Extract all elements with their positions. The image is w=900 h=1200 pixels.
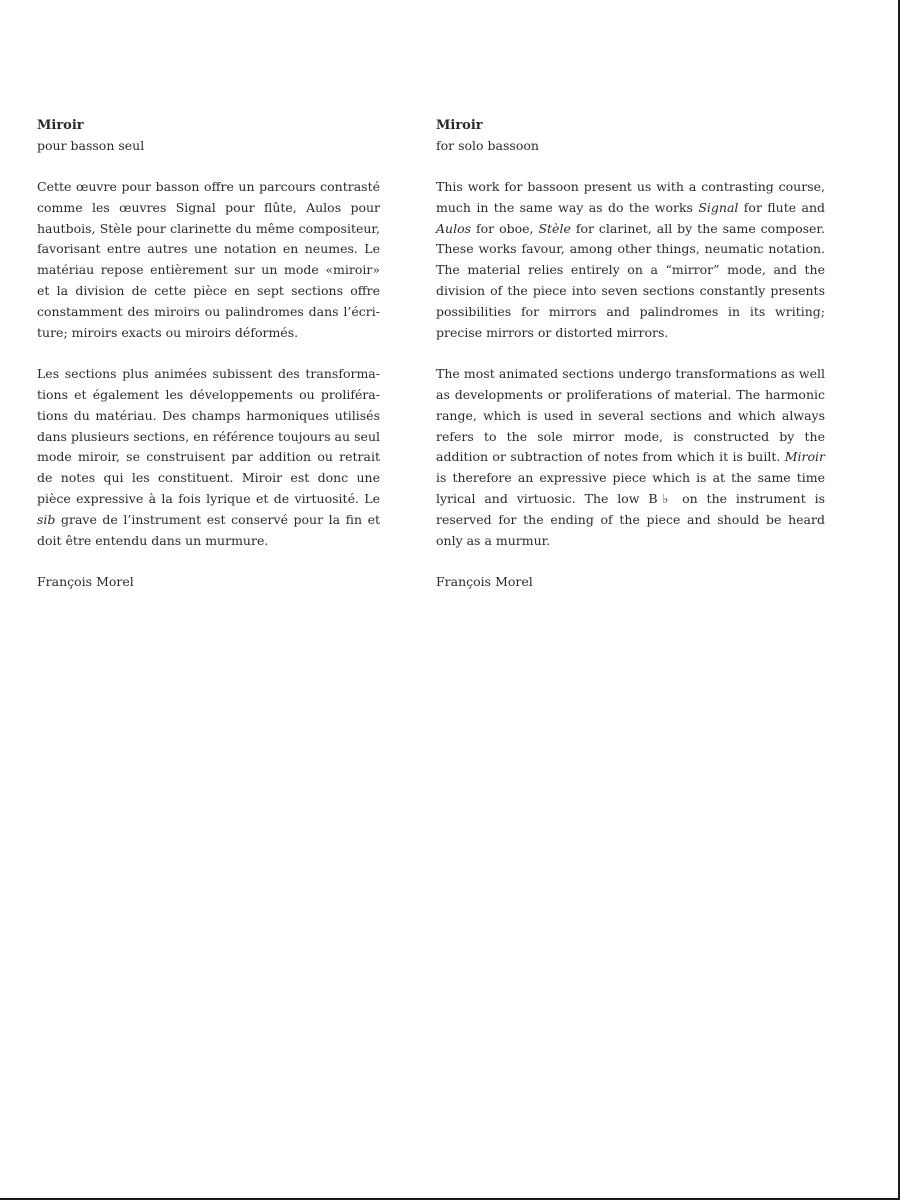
french-subtitle: pour basson seul bbox=[37, 138, 145, 153]
english-paragraph-2-part-a: The most animated sections undergo transformations as well as developments or proliferations of material. The harmonic range, which is used in several sections and which always refers to the sole mirror mode, is constructed by the addition or subtraction of notes from which it is built. bbox=[436, 366, 825, 465]
english-paragraph-1-work-stele: Stèle bbox=[538, 220, 571, 236]
french-paragraph-2-part-b: grave de l’instrument est conservé pour la fin et doit être entendu dans un murmure. bbox=[37, 511, 380, 548]
french-paragraph-1: Cette œuvre pour basson offre un parcours contrasté comme les œuvres Signal pour flûte, Aulos pour hautbois, Stèle pour clarinette du même compositeur, favorisant entre autres une notation en neumes. Le matériau repose entièrement sur un mode «miroir» et la division de cette pièce en sept sections offre constamment des miroirs ou palindromes dans l’écriture; miroirs exacts ou miroirs déformés. bbox=[37, 179, 380, 340]
english-paragraph-1-part-c: for oboe, bbox=[471, 220, 539, 236]
french-column bbox=[37, 116, 380, 592]
english-paragraph-1-work-signal: Signal bbox=[698, 199, 739, 215]
english-paragraph-1-part-b: for flute and bbox=[738, 199, 825, 215]
english-paragraph-1-part-d: for clarinet, all by the same composer. These works favour, among other things, neumatic notation. The material relies entirely on a “mirror” mode, and the division of the piece into seven sections constantly presents possibilities for mirrors and palindromes in its writing; precise mirrors or distorted mirrors. bbox=[436, 220, 825, 340]
french-paragraph-2-note-name: sib bbox=[37, 511, 56, 527]
french-paragraph-2 bbox=[37, 364, 380, 551]
english-paragraph-2-part-b: is therefore an expressive piece which is at the same time lyrical and virtuosic. The low B♭ on the instrument is reserved for the ending of the piece and should be heard only as a murmur. bbox=[436, 470, 825, 548]
english-column bbox=[436, 116, 825, 592]
english-paragraph-2 bbox=[436, 364, 825, 551]
french-signature: François Morel bbox=[37, 574, 134, 590]
english-subtitle: for solo bassoon bbox=[436, 138, 539, 153]
english-paragraph-1 bbox=[436, 177, 825, 343]
english-paragraph-1-work-aulos: Aulos bbox=[436, 220, 472, 236]
french-title: Miroir bbox=[37, 118, 84, 133]
english-title: Miroir bbox=[436, 118, 483, 133]
english-paragraph-1-part-a: This work for bassoon present us with a contrasting course, much in the same way as do the works bbox=[436, 179, 825, 215]
english-signature: François Morel bbox=[436, 574, 533, 590]
french-paragraph-2-part-a: Les sections plus animées subissent des transformations et également les développements ou proliférations du matériau. Des champs harmoniques utilisés dans plusieurs sections, en référence toujours au seul mode miroir, se construisent par addition ou retrait de notes qui les constituent. Miroir est donc une pièce expressive à la fois lyrique et de virtuosité. Le bbox=[37, 366, 380, 506]
english-paragraph-2-work-miroir: Miroir bbox=[784, 449, 825, 465]
